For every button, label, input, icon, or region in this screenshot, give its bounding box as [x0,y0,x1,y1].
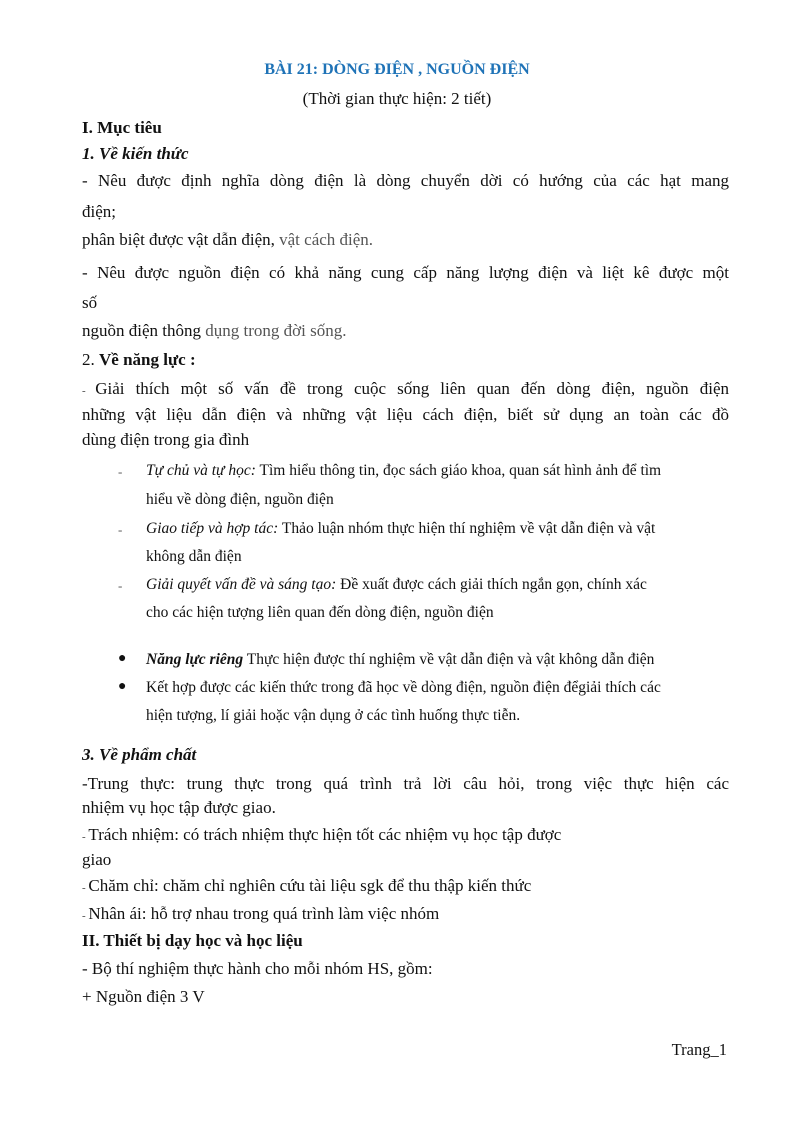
knowledge-p1-line2: điện; [82,202,116,221]
list-item-text: Tìm hiểu thông tin, đọc sách giáo khoa, quan sát hình ảnh để tìm [255,462,662,479]
kindness-text: Nhân ái: hỗ trợ nhau trong quá trình làm việc nhóm [88,904,440,923]
competence-p1-line3: dùng điện trong gia đình [82,430,250,449]
list-item-text: Đề xuất được cách giải thích ngắn gọn, chính xác [336,576,647,593]
equipment-line1: - Bộ thí nghiệm thực hành cho mỗi nhóm HS, gồm: [82,959,433,978]
bullet-icon: ● [118,679,127,694]
responsibility-text: Trách nhiệm: có trách nhiệm thực hiện tốt các nhiệm vụ học tập được [88,825,562,844]
competence-p1-dash: - [82,385,96,397]
lesson-title: BÀI 21: DÒNG ĐIỆN , NGUỒN ĐIỆN [264,61,530,78]
list-item-text: Thảo luận nhóm thực hiện thí nghiệm về vật dẫn điện và vật [278,520,656,537]
qualities-honesty-line1: -Trung thực: trung thực trong quá trình trả lời câu hỏi, trong việc thực hiện các [82,774,729,793]
list-dash: - [118,464,123,479]
knowledge-p1-line3-a: phân biệt được vật dẫn điện, [82,230,275,249]
knowledge-p1-line1: - Nêu được định nghĩa dòng điện là dòng chuyển dời có hướng của các hạt mang [82,171,729,190]
list-item-continued: không dẫn điện [146,548,242,565]
competence-p1-line1 [82,378,729,402]
knowledge-p1-line3-b: vật cách điện. [274,230,374,249]
competence-heading [82,349,729,371]
equipment-line2: + Nguồn điện 3 V [82,987,205,1006]
list-item [146,574,746,596]
bullet-item [146,649,746,671]
bullet-item: Kết hợp được các kiến thức trong đã học về dòng điện, nguồn điện đểgiải thích các [146,679,661,696]
knowledge-p2-line3-a: nguồn điện thông [82,321,201,340]
competence-heading-text: Về năng lực : [99,350,196,369]
list-item-label: Giao tiếp và hợp tác: [146,520,279,537]
page-number: Trang_1 [671,1040,727,1059]
qualities-honesty-line2: nhiệm vụ học tập được giao. [82,798,276,817]
knowledge-heading: 1. Về kiến thức [82,144,189,163]
knowledge-p2-line3-b: dụng trong đời sống. [201,321,347,340]
responsibility-dash: - [82,831,89,843]
qualities-responsibility-line2: giao [82,850,112,869]
bullet-item-continued: hiện tượng, lí giải hoặc vận dụng ở các tình huống thực tiễn. [146,707,521,724]
knowledge-p1-line3 [82,229,729,251]
qualities-responsibility-line1 [82,824,729,848]
competence-p1-line1-text: Giải thích một số vấn đề trong cuộc sống liên quan đến dòng điện, nguồn điện [95,379,730,398]
section-objectives-heading: I. Mục tiêu [82,118,162,137]
list-dash: - [118,522,123,537]
knowledge-p2-line1: - Nêu được nguồn điện có khả năng cung cấp năng lượng điện và liệt kê được một [82,263,729,282]
qualities-heading: 3. Về phẩm chất [82,745,197,764]
list-item-continued: cho các hiện tượng liên quan đến dòng điện, nguồn điện [146,604,494,621]
list-item [146,518,746,540]
knowledge-p2-line2: số [82,293,98,312]
competence-heading-number: 2. [82,350,99,369]
bullet-item-label: Năng lực riêng [146,651,244,668]
kindness-dash: - [82,910,89,922]
bullet-icon: ● [118,651,127,666]
section-equipment-heading: II. Thiết bị dạy học và học liệu [82,931,303,950]
lesson-duration: (Thời gian thực hiện: 2 tiết) [302,89,492,108]
competence-p1-line2: những vật liệu dẫn điện và những vật liệu cách điện, biết sử dụng an toàn các đồ [82,405,729,424]
diligence-text: Chăm chỉ: chăm chỉ nghiên cứu tài liệu sgk để thu thập kiến thức [88,876,532,895]
list-dash: - [118,578,123,593]
bullet-item-text: Thực hiện được thí nghiệm về vật dẫn điện và vật không dẫn điện [243,651,655,668]
list-item-label: Giải quyết vấn đề và sáng tạo: [146,576,337,593]
qualities-kindness [82,903,729,927]
list-item-continued: hiểu về dòng điện, nguồn điện [146,491,334,508]
diligence-dash: - [82,882,89,894]
qualities-diligence [82,875,729,899]
knowledge-p2-line3 [82,320,729,342]
list-item-label: Tự chủ và tự học: [146,462,256,479]
list-item [146,460,746,482]
